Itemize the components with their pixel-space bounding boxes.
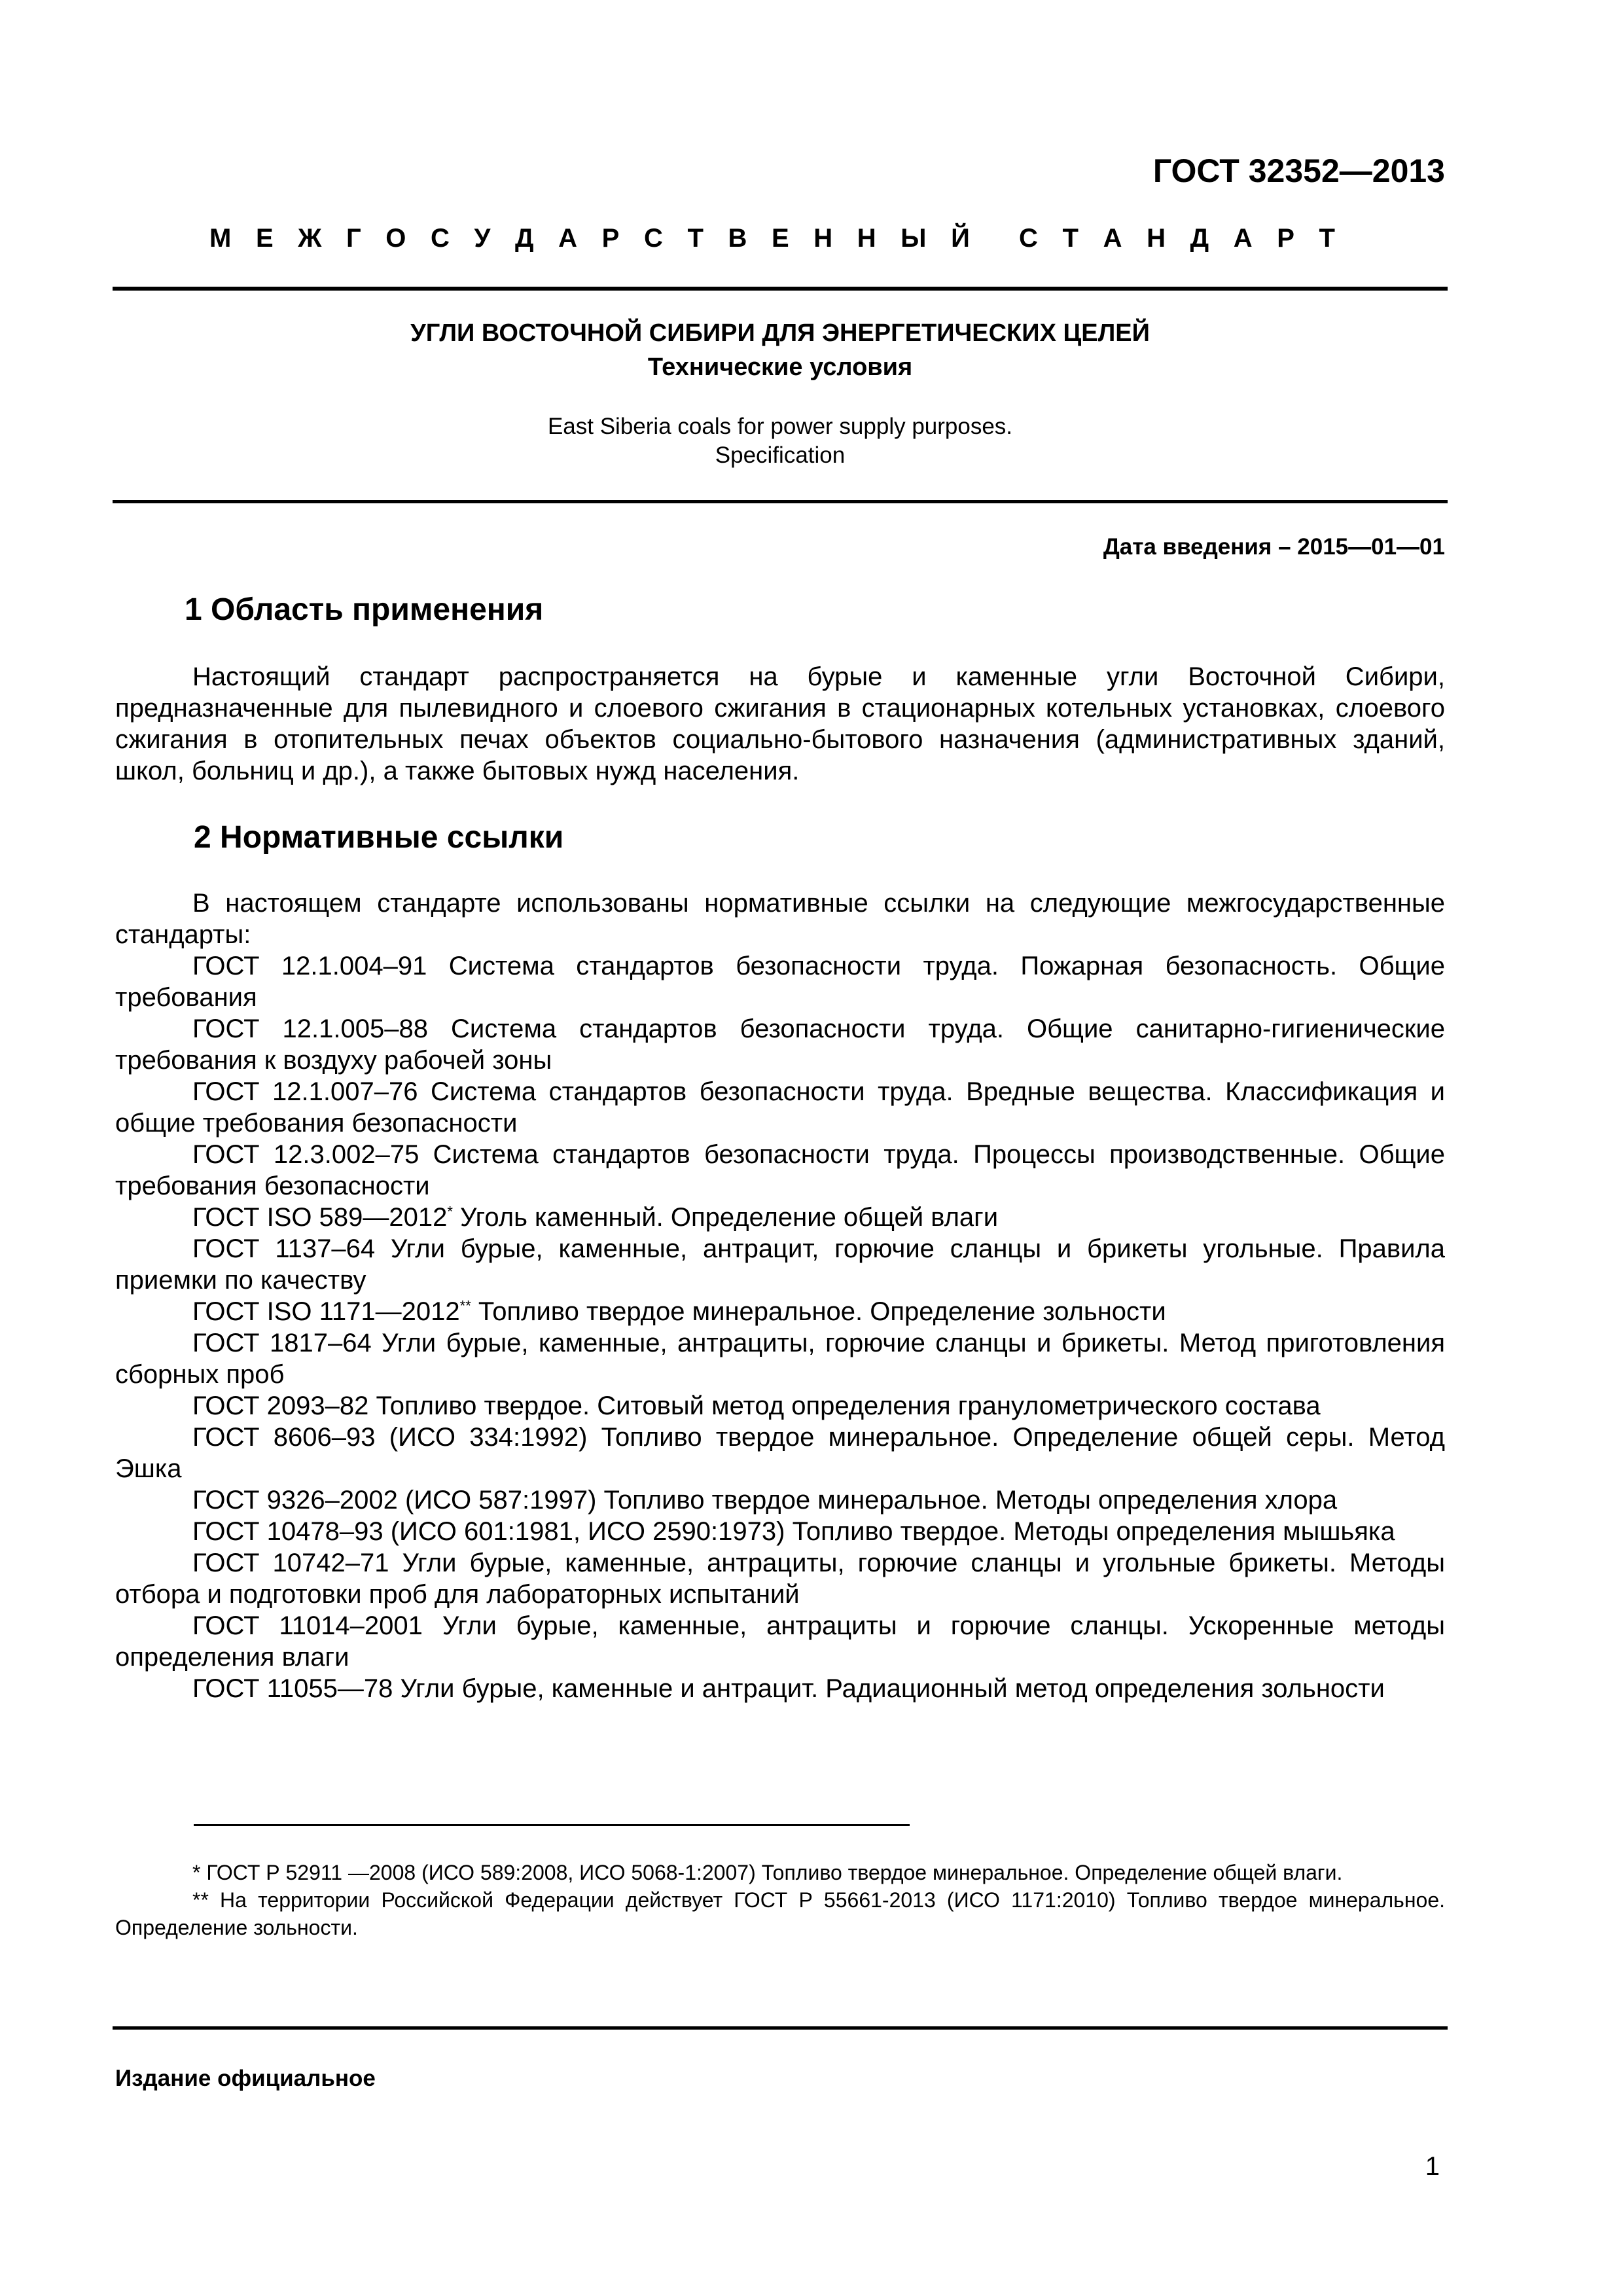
footnote: * ГОСТ Р 52911 —2008 (ИСО 589:2008, ИСО 5068-1:2007) Топливо твердое минеральное. Определение общей влаги. bbox=[192, 1861, 1343, 1884]
reference-item: ГОСТ 1137–64 Угли бурые, каменные, антрацит, горючие сланцы и брикеты угольные. Правила приемки по качеству bbox=[115, 1234, 1445, 1295]
footnote-mark: ** bbox=[459, 1297, 471, 1314]
reference-code: ГОСТ ISO 589—2012 bbox=[192, 1203, 448, 1232]
reference-item: ГОСТ 8606–93 (ИСО 334:1992) Топливо твердое минеральное. Определение общей серы. Метод Эшка bbox=[115, 1423, 1445, 1483]
heading-letter: Г bbox=[346, 224, 361, 253]
heading-letter: А bbox=[558, 224, 578, 253]
heading-letter: Й bbox=[951, 224, 970, 253]
gost-number: ГОСТ 32352—2013 bbox=[1152, 152, 1445, 189]
reference-item: ГОСТ 12.1.004–91 Система стандартов безопасности труда. Пожарная безопасность. Общие требования bbox=[115, 952, 1445, 1012]
heading-letter: Т bbox=[1319, 224, 1335, 253]
heading-letter: С bbox=[643, 224, 663, 253]
footnotes bbox=[115, 1859, 1445, 1941]
heading-letter: Р bbox=[601, 224, 620, 253]
reference-item: ГОСТ 1817–64 Угли бурые, каменные, антрациты, горючие сланцы и брикеты. Метод приготовления сборных проб bbox=[115, 1329, 1445, 1389]
heading-letter: Н bbox=[857, 224, 876, 253]
heading-letter: О bbox=[385, 224, 406, 253]
paragraph: Настоящий стандарт распространяется на бурые и каменные угли Восточной Сибири, предназначенные для пылевидного и слоевого сжигания в стационарных котельных установках, слоевого сжигания в отопительных печах объектов социально-бытового назначения (административных зданий, школ, больниц и др.), а также бытовых нужд населения. bbox=[115, 662, 1445, 785]
footnote-mark: * bbox=[447, 1203, 453, 1220]
document-subtitle: Технические условия bbox=[647, 353, 913, 381]
heading-letter: Т bbox=[1062, 224, 1079, 253]
title-rule bbox=[113, 500, 1448, 503]
heading-letter: У bbox=[474, 224, 491, 253]
reference-item: ГОСТ 2093–82 Топливо твердое. Ситовый метод определения гранулометрического состава bbox=[192, 1391, 1321, 1420]
footnote-separator bbox=[194, 1824, 910, 1826]
heading-letter: С bbox=[1019, 224, 1038, 253]
section-1-body bbox=[115, 661, 1445, 787]
paragraph: В настоящем стандарте использованы нормативные ссылки на следующие межгосударственные стандарты: bbox=[115, 889, 1445, 949]
heading-letter: Е bbox=[255, 224, 274, 253]
top-rule bbox=[113, 287, 1448, 291]
section-2-heading: 2 Нормативные ссылки bbox=[194, 820, 564, 855]
section-2-body bbox=[115, 888, 1445, 1704]
heading-letter: В bbox=[728, 224, 747, 253]
heading-letter: Ж bbox=[298, 224, 322, 253]
page-number: 1 bbox=[1425, 2152, 1440, 2181]
reference-item: ГОСТ 11014–2001 Угли бурые, каменные, антрациты и горючие сланцы. Ускоренные методы определения влаги bbox=[115, 1611, 1445, 1672]
reference-item: ГОСТ 12.1.005–88 Система стандартов безопасности труда. Общие санитарно-гигиенические требования к воздуху рабочей зоны bbox=[115, 1014, 1445, 1075]
heading-letter: Ы bbox=[901, 224, 927, 253]
heading-letter: А bbox=[1103, 224, 1122, 253]
heading-letter: А bbox=[1233, 224, 1253, 253]
reference-item: ГОСТ 12.3.002–75 Система стандартов безопасности труда. Процессы производственные. Общие требования безопасности bbox=[115, 1140, 1445, 1200]
heading-letter: М bbox=[209, 224, 232, 253]
heading-letter: Е bbox=[771, 224, 789, 253]
reference-item: ГОСТ 9326–2002 (ИСО 587:1997) Топливо твердое минеральное. Методы определения хлора bbox=[192, 1486, 1338, 1515]
english-title: East Siberia coals for power supply purposes. bbox=[547, 414, 1013, 439]
heading-letter: С bbox=[431, 224, 450, 253]
introduction-date: Дата введения – 2015—01—01 bbox=[1103, 534, 1445, 560]
reference-item bbox=[115, 1296, 1445, 1327]
reference-item: ГОСТ 12.1.007–76 Система стандартов безопасности труда. Вредные вещества. Классификация и общие требования безопасности bbox=[115, 1077, 1445, 1138]
reference-item: ГОСТ 11055—78 Угли бурые, каменные и антрацит. Радиационный метод определения зольности bbox=[192, 1674, 1385, 1703]
heading-letter: Т bbox=[687, 224, 704, 253]
heading-letter: Р bbox=[1277, 224, 1294, 253]
footnote: ** На территории Российской Федерации действует ГОСТ Р 55661-2013 (ИСО 1171:2010) Топливо твердое минеральное. Определение зольности. bbox=[115, 1888, 1445, 1939]
reference-code: ГОСТ ISO 1171—2012 bbox=[192, 1297, 460, 1326]
reference-item: ГОСТ 10742–71 Угли бурые, каменные, антрациты, горючие сланцы и угольные брикеты. Методы отбора и подготовки проб для лабораторных испытаний bbox=[115, 1549, 1445, 1609]
section-1-heading: 1 Область применения bbox=[185, 592, 544, 627]
heading-letter: Н bbox=[1147, 224, 1166, 253]
english-subtitle: Specification bbox=[715, 442, 846, 468]
reference-title: Топливо твердое минеральное. Определение зольности bbox=[471, 1297, 1166, 1326]
heading-letter: Н bbox=[813, 224, 833, 253]
interstate-standard-heading bbox=[209, 224, 1335, 253]
bottom-rule bbox=[113, 2026, 1448, 2030]
reference-item bbox=[115, 1202, 1445, 1233]
reference-item: ГОСТ 10478–93 (ИСО 601:1981, ИСО 2590:1973) Топливо твердое. Методы определения мышьяка bbox=[192, 1517, 1395, 1546]
document-title: УГЛИ ВОСТОЧНОЙ СИБИРИ ДЛЯ ЭНЕРГЕТИЧЕСКИХ ЦЕЛЕЙ bbox=[410, 319, 1150, 347]
official-edition-label: Издание официальное bbox=[115, 2066, 376, 2091]
heading-letter: Д bbox=[1190, 224, 1209, 253]
reference-title: Уголь каменный. Определение общей влаги bbox=[452, 1203, 999, 1232]
heading-letter: Д bbox=[515, 224, 534, 253]
